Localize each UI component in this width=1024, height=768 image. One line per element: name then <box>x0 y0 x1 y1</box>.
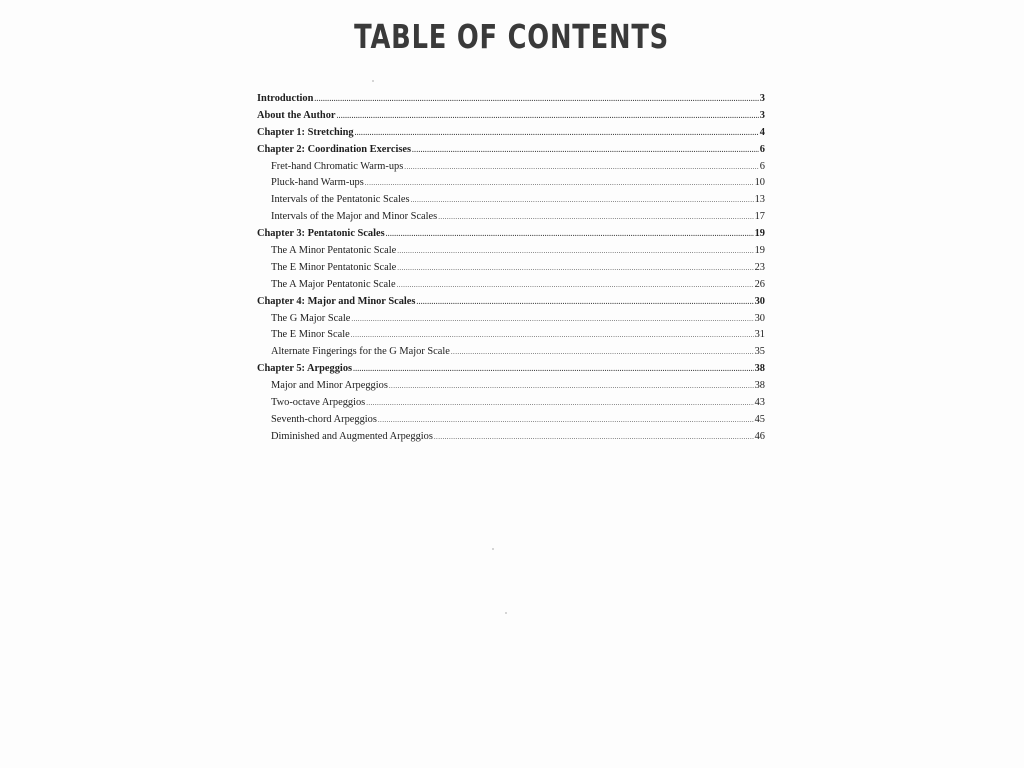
toc-page-number: 46 <box>754 430 765 442</box>
toc-page-number: 13 <box>754 194 765 206</box>
toc-section-entry <box>257 192 765 209</box>
toc-dot-leader <box>366 395 753 412</box>
toc-dot-leader <box>397 277 754 294</box>
toc-dot-leader <box>365 175 754 192</box>
toc-dot-leader <box>397 243 753 260</box>
toc-dot-leader <box>438 209 753 226</box>
toc-dot-leader <box>355 125 759 142</box>
toc-entry-title: Seventh-chord Arpeggios <box>271 413 377 425</box>
toc-dot-leader <box>351 311 753 328</box>
toc-dot-leader <box>351 327 754 344</box>
toc-entry-title: The G Major Scale <box>271 312 351 324</box>
toc-dot-leader <box>411 192 754 209</box>
toc-page-number: 3 <box>759 109 765 121</box>
toc-entry-title: Intervals of the Major and Minor Scales <box>271 211 438 223</box>
toc-section-entry <box>257 175 765 192</box>
toc-page-number: 6 <box>759 160 765 172</box>
toc-dot-leader <box>378 412 754 429</box>
toc-section-entry <box>257 159 765 176</box>
toc-page-number: 19 <box>754 228 765 240</box>
toc-section-entry <box>257 311 765 328</box>
scan-speck <box>505 612 507 614</box>
toc-page-number: 23 <box>754 261 765 273</box>
toc-entry-title: Chapter 3: Pentatonic Scales <box>257 228 385 240</box>
toc-entry-title: The A Major Pentatonic Scale <box>271 278 396 290</box>
toc-dot-leader <box>404 159 759 176</box>
toc-dot-leader <box>434 429 754 446</box>
scan-speck <box>372 80 374 82</box>
toc-section-entry <box>257 344 765 361</box>
toc-chapter-entry <box>257 91 765 108</box>
toc-entry-title: Chapter 2: Coordination Exercises <box>257 143 412 155</box>
toc-entry-title: The E Minor Pentatonic Scale <box>271 261 397 273</box>
toc-chapter-entry <box>257 361 765 378</box>
toc-page-number: 30 <box>754 312 765 324</box>
toc-section-entry <box>257 243 765 260</box>
toc-page-number: 6 <box>759 143 765 155</box>
toc-page-number: 17 <box>754 211 765 223</box>
toc-page-number: 43 <box>754 397 765 409</box>
toc-section-entry <box>257 277 765 294</box>
toc-page-number: 35 <box>754 346 765 358</box>
toc-section-entry <box>257 260 765 277</box>
toc-page-number: 4 <box>759 126 765 138</box>
toc-page-number: 31 <box>754 329 765 341</box>
toc-entry-title: Alternate Fingerings for the G Major Scale <box>271 346 450 358</box>
toc-dot-leader <box>451 344 754 361</box>
toc-entry-title: Two-octave Arpeggios <box>271 397 366 409</box>
toc-entry-title: Introduction <box>257 93 314 104</box>
toc-entry-title: Chapter 4: Major and Minor Scales <box>257 295 416 307</box>
toc-dot-leader <box>389 378 754 395</box>
toc-chapter-entry <box>257 294 765 311</box>
page-title: TABLE OF CONTENTS <box>354 17 669 56</box>
toc-entry-title: Chapter 5: Arpeggios <box>257 363 353 375</box>
toc-entry-title: About the Author <box>257 109 336 121</box>
toc-page-number: 26 <box>754 278 765 290</box>
toc-page-number: 38 <box>754 363 765 375</box>
toc-page-number: 19 <box>754 245 765 257</box>
toc-page-number: 30 <box>754 295 765 307</box>
toc-dot-leader <box>314 91 758 108</box>
toc-section-entry <box>257 412 765 429</box>
toc-page-number: 38 <box>754 380 765 392</box>
toc-page-number: 3 <box>759 93 765 104</box>
toc-dot-leader <box>412 142 759 159</box>
toc-chapter-entry <box>257 125 765 142</box>
toc-section-entry <box>257 327 765 344</box>
toc-page-number: 10 <box>754 177 765 189</box>
toc-chapter-entry <box>257 142 765 159</box>
toc-entry-title: Intervals of the Pentatonic Scales <box>271 194 410 206</box>
toc-entry-title: The E Minor Scale <box>271 329 350 341</box>
toc-entry-title: The A Minor Pentatonic Scale <box>271 245 397 257</box>
toc-dot-leader <box>337 108 759 125</box>
toc-entry-title: Major and Minor Arpeggios <box>271 380 388 392</box>
toc-entry-title: Diminished and Augmented Arpeggios <box>271 430 433 442</box>
toc-chapter-entry <box>257 108 765 125</box>
toc-section-entry <box>257 429 765 446</box>
toc-dot-leader <box>416 294 753 311</box>
toc-section-entry <box>257 395 765 412</box>
toc-section-entry <box>257 209 765 226</box>
toc-page-number: 45 <box>754 413 765 425</box>
toc-chapter-entry <box>257 226 765 243</box>
toc-entry-title: Pluck-hand Warm-ups <box>271 177 364 189</box>
toc-section-entry <box>257 378 765 395</box>
table-of-contents <box>257 91 765 446</box>
toc-dot-leader <box>353 361 754 378</box>
scan-speck <box>492 548 494 550</box>
toc-dot-leader <box>397 260 753 277</box>
toc-entry-title: Fret-hand Chromatic Warm-ups <box>271 160 404 172</box>
toc-dot-leader <box>386 226 754 243</box>
toc-entry-title: Chapter 1: Stretching <box>257 126 354 138</box>
